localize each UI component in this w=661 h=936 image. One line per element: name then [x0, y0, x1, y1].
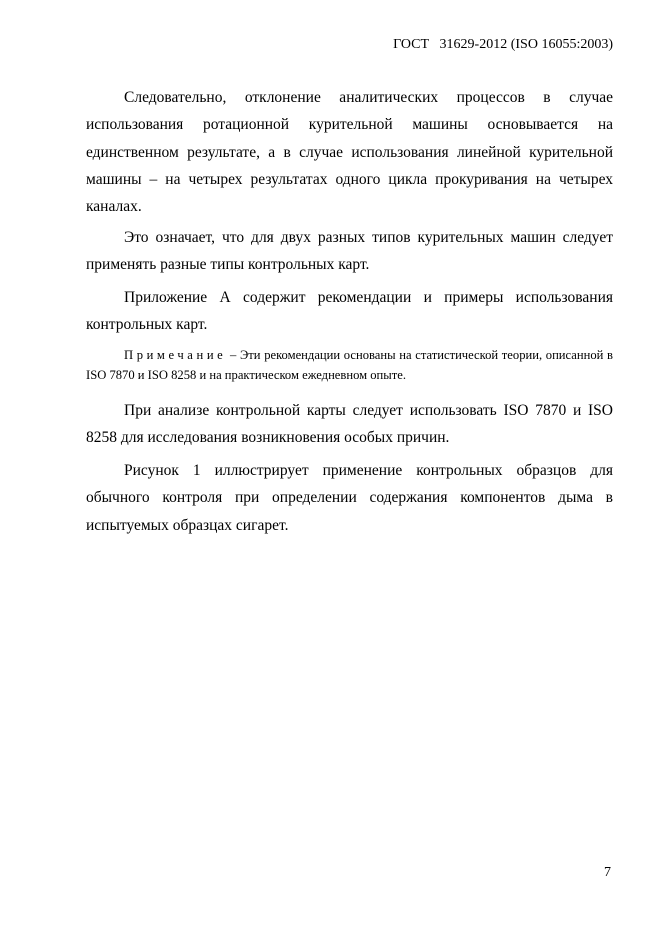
- paragraph-figure-1: Рисунок 1 иллюстрирует применение контрольных образцов для обычного контроля при определении содержания компонентов дыма в испытуемых образцах сигарет.: [86, 462, 613, 534]
- note: [86, 345, 613, 385]
- paragraph-control-chart-types: Это означает, что для двух разных типов курительных машин следует применять разные типы контрольных карт.: [86, 229, 613, 274]
- paragraph-deviation: Следовательно, отклонение аналитических процессов в случае использования ротационной курительной машины основывается на единственном результате, а в случае использования линейной курительной машины – на четырех результатах одного цикла прокуривания на четырех каналах.: [86, 89, 613, 216]
- paragraph-annex-a: Приложение А содержит рекомендации и примеры использования контрольных карт.: [86, 289, 613, 334]
- note-dash: –: [226, 348, 240, 362]
- note-label: Примечание: [124, 348, 227, 362]
- page-number: 7: [604, 865, 611, 880]
- note-text: Эти рекомендации основаны на статистической теории, описанной в ISO 7870 и ISO 8258 и на практическом ежедневном опыте.: [86, 348, 613, 382]
- document-header: ГОСТ 31629-2012 (ISO 16055:2003): [393, 37, 613, 52]
- paragraph-analysis: При анализе контрольной карты следует использовать ISO 7870 и ISO 8258 для исследования возникновения особых причин.: [86, 402, 613, 447]
